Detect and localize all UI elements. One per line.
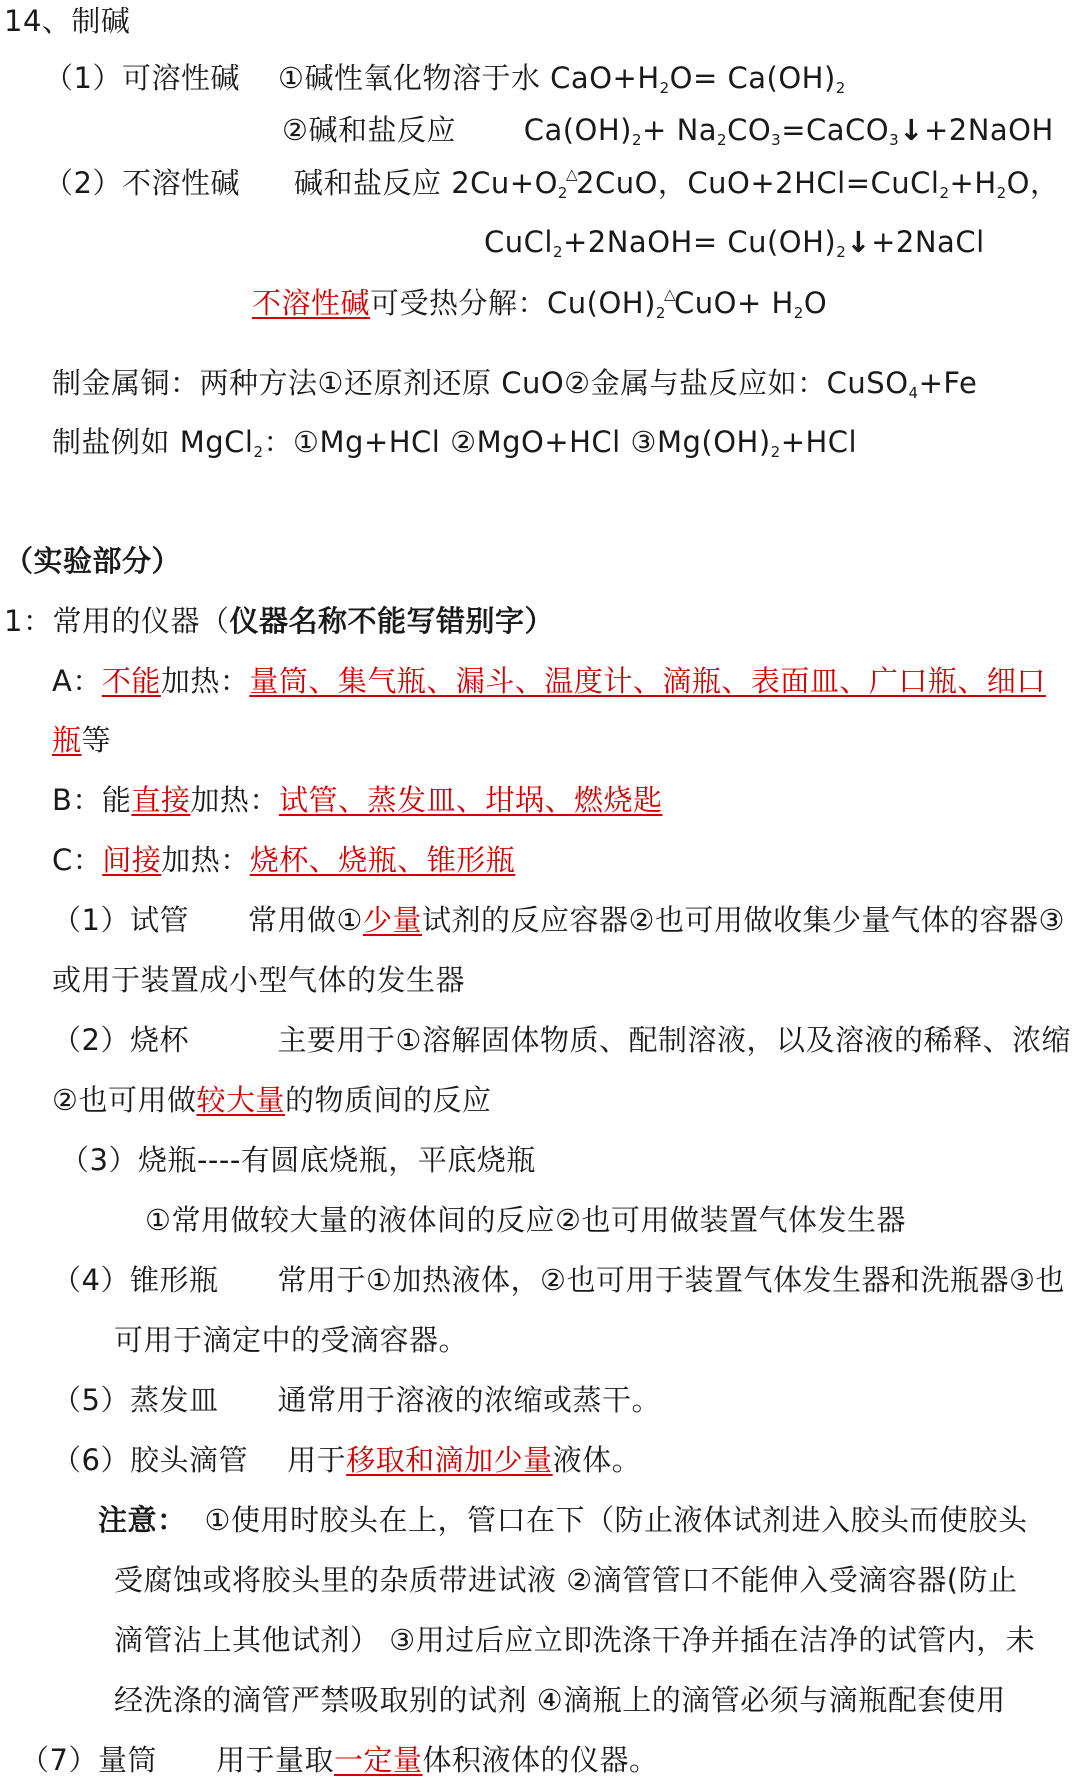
instrument-list: 烧杯、烧瓶、锥形瓶 — [249, 843, 516, 877]
copper-method-line: 制金属铜：两种方法①还原剂还原 CuO②金属与盐反应如：CuSO$_4$+Fe — [52, 366, 978, 402]
experiment-heading: （实验部分） — [4, 544, 182, 578]
item-dropper: （6）胶头滴管 用于移取和滴加少量液体。 — [52, 1443, 642, 1477]
insoluble-base-line: （2）不溶性碱 碱和盐反应 $2Cu+O_2^\triangle 2CuO$，$CuO+2HCl=CuCl_2+H_2O$， — [44, 165, 1060, 202]
item-test-tube-cont: 或用于装置成小型气体的发生器 — [52, 963, 466, 997]
highlight: 直接 — [131, 783, 191, 817]
equation-line: CuCl$_2$+2NaOH= $Cu(OH)_2↓+2NaCl$ — [484, 225, 985, 261]
highlight: 不溶性碱 — [252, 286, 371, 320]
instruments-heading: 1：常用的仪器（仪器名称不能写错别字） — [4, 604, 554, 638]
soluble-base-line: （1）可溶性碱 ①碱性氧化物溶于水 $CaO+H_2O= Ca(OH)_2$ — [44, 61, 846, 97]
highlight: 较大量 — [196, 1083, 286, 1117]
note-line-2: 受腐蚀或将胶头里的杂质带进试液 ②滴管管口不能伸入受滴容器(防止 — [114, 1563, 1018, 1597]
highlight: 一定量 — [333, 1743, 423, 1777]
highlight: 不能 — [101, 664, 161, 698]
item-flask: （3）烧瓶----有圆底烧瓶，平底烧瓶 — [60, 1143, 536, 1177]
item-beaker-cont: ②也可用做较大量的物质间的反应 — [52, 1083, 492, 1117]
item-beaker: （2）烧杯 主要用于①溶解固体物质、配制溶液，以及溶液的稀释、浓缩 — [52, 1023, 1071, 1057]
item-graduated-cylinder: （7）量筒 用于量取一定量体积液体的仪器。 — [20, 1743, 659, 1777]
category-b-line: B：能直接加热：试管、蒸发皿、坩埚、燃烧匙 — [52, 783, 663, 817]
note-line-3: 滴管沾上其他试剂） ③用过后应立即洗涤干净并插在洁净的试管内，未 — [114, 1623, 1036, 1657]
equation: $2Cu+O_2^\triangle 2CuO$，$CuO+2HCl=CuCl_2+H_2O$， — [451, 165, 1060, 202]
heat-delta-icon: △ — [565, 165, 578, 183]
precipitate-arrow-icon: ↓ — [846, 225, 872, 259]
item-conical-flask: （4）锥形瓶 常用于①加热液体，②也可用于装置气体发生器和洗瓶器③也 — [52, 1263, 1065, 1297]
category-c-line: C：间接加热：烧杯、烧瓶、锥形瓶 — [52, 843, 516, 877]
instrument-list: 量筒、集气瓶、漏斗、温度计、滴瓶、表面皿、广口瓶、细口 — [249, 664, 1046, 698]
item-conical-flask-cont: 可用于滴定中的受滴容器。 — [114, 1323, 469, 1357]
base-salt-line: ②碱和盐反应 $Ca(OH)_2+$ $Na_2CO_3=CaCO_3↓+2NaOH$ — [282, 113, 1054, 149]
insoluble-base-label: （2）不溶性碱 — [44, 166, 240, 200]
salt-method-line: 制盐例如 MgCl$_2$：①Mg+HCl ②MgO+HCl $③Mg(OH)_2+HCl$ — [52, 425, 858, 461]
equation: $Ca(OH)_2+$ $Na_2CO_3=CaCO_3↓+2NaOH$ — [523, 113, 1054, 149]
highlight: 移取和滴加少量 — [346, 1443, 553, 1477]
category-a-line-cont: 瓶等 — [52, 723, 112, 757]
note-label: 注意： — [98, 1503, 187, 1537]
highlight: 间接 — [102, 843, 162, 877]
section-14-title: 14、制碱 — [4, 4, 131, 38]
decomposition-line: 不溶性碱可受热分解：$Cu(OH)_2^\triangle CuO+ H_2O$ — [252, 285, 828, 322]
category-a-line: A：不能加热：量筒、集气瓶、漏斗、温度计、滴瓶、表面皿、广口瓶、细口 — [52, 664, 1046, 698]
item-evaporating-dish: （5）蒸发皿 通常用于溶液的浓缩或蒸干。 — [52, 1383, 661, 1417]
equation: $CaO+H_2O= Ca(OH)_2$ — [550, 61, 846, 97]
highlight: 少量 — [362, 903, 422, 937]
note-line-1: 注意： ①使用时胶头在上，管口在下（防止液体试剂进入胶头而使胶头 — [98, 1503, 1028, 1537]
heat-delta-icon: △ — [663, 285, 676, 303]
soluble-base-label: （1）可溶性碱 — [44, 61, 240, 95]
instrument-list: 试管、蒸发皿、坩埚、燃烧匙 — [278, 783, 663, 817]
item-flask-cont: ①常用做较大量的液体间的反应②也可用做装置气体发生器 — [145, 1203, 906, 1237]
precipitate-arrow-icon: ↓ — [899, 113, 924, 147]
note-line-4: 经洗涤的滴管严禁吸取别的试剂 ④滴瓶上的滴管必须与滴瓶配套使用 — [114, 1683, 1006, 1717]
item-test-tube: （1）试管 常用做①少量试剂的反应容器②也可用做收集少量气体的容器③ — [52, 903, 1065, 937]
